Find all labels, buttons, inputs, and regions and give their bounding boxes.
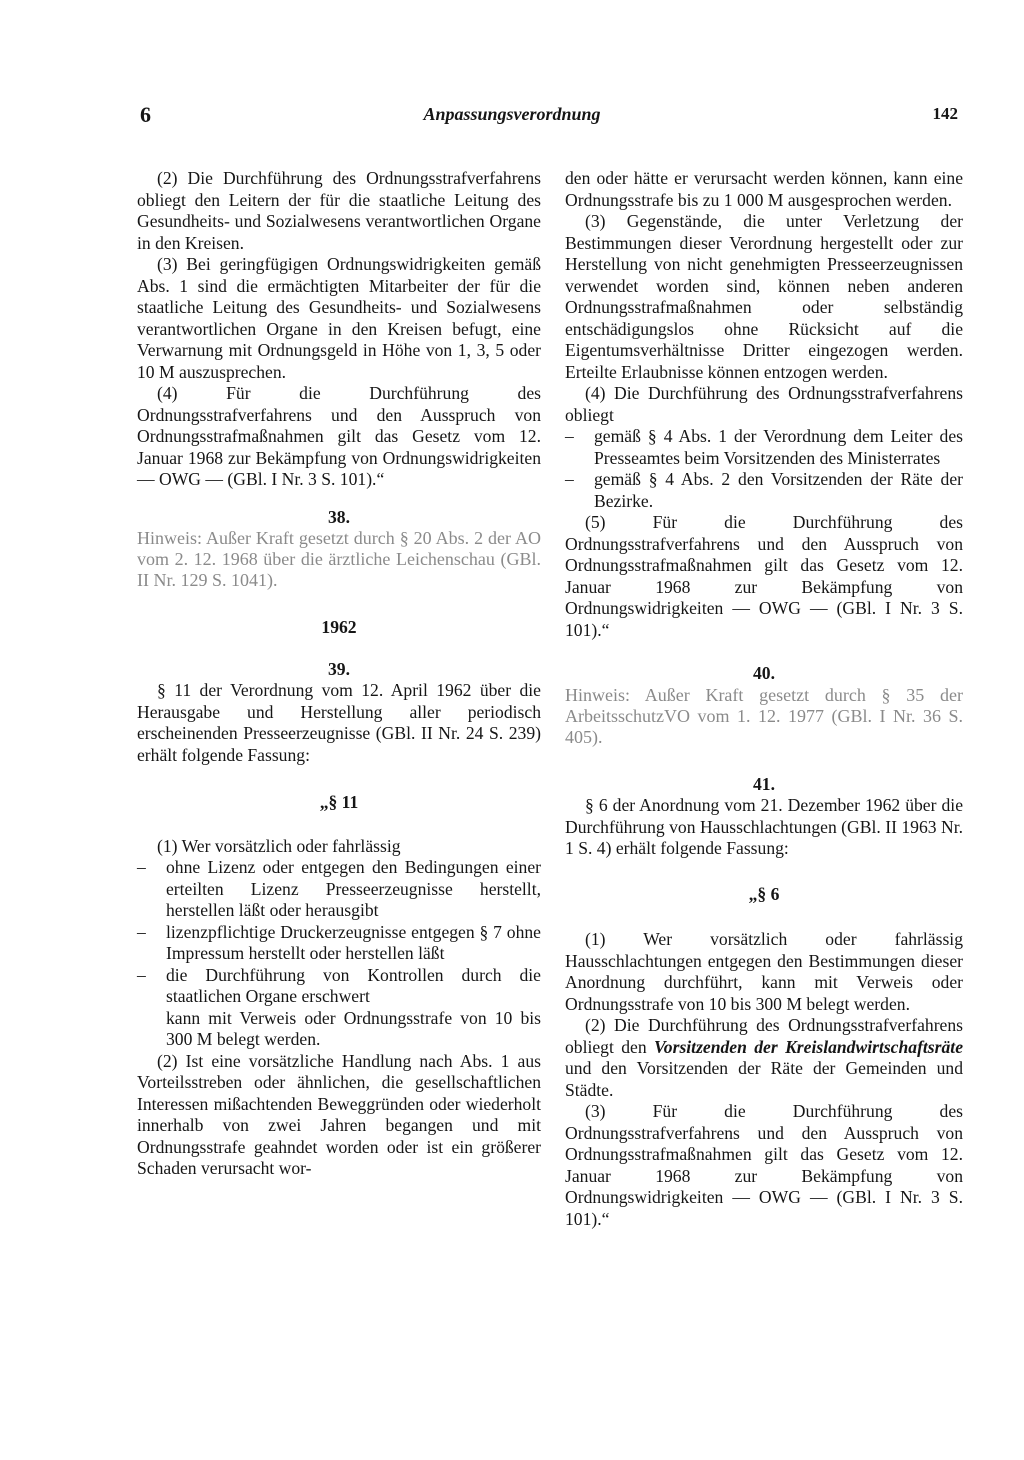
page-number: 142: [932, 104, 958, 123]
item-41-text: § 6 der Anordnung vom 21. Dezember 1962 über die Durchführung von Hausschlachtungen (GBl. II 1963 Nr. 1 S. 4) erhält folgende Fassung:: [565, 795, 963, 858]
item-38-number: 38.: [328, 506, 350, 527]
section-11-para-3: (3) Gegenstände, die unter Verletzung der Bestimmungen dieser Verordnung hergestellt oder zur Herstellung von nicht genehmigten Presseerzeugnissen verwendet worden sind, können neben anderen Ordnungsstrafmaßnahmen oder selbständig entschädigungslos ohne Rücksicht auf die Eigentumsverhältnisse Dritter eingezogen werden. Erteilte Erlaubnisse können entzogen werden.: [565, 211, 963, 382]
dash-mark: –: [137, 964, 146, 985]
paragraph-4: (4) Für die Durchführung des Ordnungsstrafverfahrens und den Ausspruch von Ordnungsstrafmaßnahmen gilt das Gesetz vom 12. Januar 1968 zur Bekämpfung von Ordnungswidrigkeiten — OWG — (GBl. I Nr. 3 S. 101).“: [137, 383, 541, 489]
continued-text: den oder hätte er verursacht werden können, kann eine Ordnungsstrafe bis zu 1 000 M ausgesprochen werden.: [565, 168, 963, 210]
paragraph-3: (3) Bei geringfügigen Ordnungswidrigkeiten gemäß Abs. 1 sind die ermächtigten Mitarbeiter der für die staatliche Leitung des Gesundheits- und Sozialwesens verantwortlichen Organe in den Kreisen befugt, eine Verwarnung mit Ordnungsgeld in Höhe von 1, 3, 5 oder 10 M auszusprechen.: [137, 254, 541, 382]
paragraph-2: (2) Die Durchführung des Ordnungsstrafverfahrens obliegt den Leitern der für die staatliche Leitung des Gesundheits- und Sozialwesens verantwortlichen Organe in den Kreisen.: [137, 168, 541, 253]
dash-item-text: gemäß § 4 Abs. 2 den Vorsitzenden der Räte der Bezirke.: [594, 469, 963, 511]
dash-item-text: lizenzpflichtige Druckerzeugnisse entgegen § 7 ohne Impressum herstellt oder herstellen läßt: [166, 921, 541, 963]
section-6-para-2-emphasis: Vorsitzenden der Kreislandwirtschaftsräte: [654, 1036, 963, 1057]
section-6-para-2-end: und den Vorsitzenden der Räte der Gemeinden und Städte.: [565, 1058, 963, 1100]
dash-item: [137, 857, 541, 922]
section-number: 6: [140, 102, 151, 127]
section-6-heading: „§ 6: [748, 883, 780, 904]
section-11-para-1: (1) Wer vorsätzlich oder fahrlässig: [157, 835, 401, 856]
running-title: Anpassungsverordnung: [423, 104, 601, 124]
section-6-para-3: (3) Für die Durchführung des Ordnungsstrafverfahrens und den Ausspruch von Ordnungsstrafmaßnahmen gilt das Gesetz vom 12. Januar 1968 zur Bekämpfung von Ordnungswidrigkeiten — OWG — (GBl. I Nr. 3 S. 101).“: [565, 1101, 963, 1229]
dash-item: [137, 922, 541, 965]
dash-item: [565, 426, 963, 469]
dash-item-text: ohne Lizenz oder entgegen den Bedingungen einer erteilten Lizenz Presseerzeugnisse herstellt, herstellen läßt oder herausgibt: [166, 857, 541, 920]
section-11-para-4: (4) Die Durchführung des Ordnungsstrafverfahrens obliegt: [565, 383, 963, 425]
item-40-hinweis: Hinweis: Außer Kraft gesetzt durch § 35 der ArbeitsschutzVO vom 1. 12. 1977 (GBl. I Nr. 36 S. 405).: [565, 684, 963, 747]
section-6-para-1: (1) Wer vorsätzlich oder fahrlässig Hausschlachtungen entgegen den Bestimmungen dieser Anordnung durchführt, kann mit Verweis oder Ordnungsstrafe von 10 bis 300 M belegt werden.: [565, 929, 963, 1014]
section-11-heading: „§ 11: [319, 792, 359, 812]
section-11-para-1-end: kann mit Verweis oder Ordnungsstrafe von 10 bis 300 M belegt werden.: [166, 1007, 541, 1049]
dash-item: [137, 965, 541, 1008]
dash-mark: –: [565, 469, 574, 489]
dash-item-text: gemäß § 4 Abs. 1 der Verordnung dem Leiter des Presseamtes beim Vorsitzenden des Ministerrates: [594, 426, 963, 468]
dash-mark: –: [137, 921, 146, 942]
section-11-para-2: (2) Ist eine vorsätzliche Handlung nach Abs. 1 aus Vorteilsstreben oder ähnlichen, die gesellschaftlichen Interessen mißachtenden Beweggründen oder wiederholt innerhalb von zwei Jahren begangen und mit Ordnungsstrafe geahndet worden oder ist ein größerer Schaden verursacht wor-: [137, 1050, 541, 1178]
dash-mark: –: [565, 426, 574, 446]
dash-mark: –: [137, 857, 146, 877]
year-heading: 1962: [321, 617, 357, 637]
section-6-para-2-start: (2) Die Durchführung des Ordnungsstrafverfahrens obliegt den: [565, 1015, 963, 1057]
dash-item: [565, 469, 963, 512]
item-39-text: § 11 der Verordnung vom 12. April 1962 über die Herausgabe und Herstellung aller periodisch erscheinenden Presseerzeugnisse (GBl. II Nr. 24 S. 239) erhält folgende Fassung:: [137, 680, 541, 765]
section-6-para-2: [565, 1015, 963, 1101]
section-11-para-5: (5) Für die Durchführung des Ordnungsstrafverfahrens und den Ausspruch von Ordnungsstrafmaßnahmen gilt das Gesetz vom 12. Januar 1968 zur Bekämpfung von Ordnungswidrigkeiten — OWG — (GBl. I Nr. 3 S. 101).“: [565, 512, 963, 640]
dash-item-text: die Durchführung von Kontrollen durch die staatlichen Organe erschwert: [166, 964, 541, 1006]
item-40-number: 40.: [753, 663, 775, 683]
right-column: [565, 168, 963, 1230]
item-39-number: 39.: [328, 658, 350, 679]
left-column: [137, 168, 541, 1180]
item-41-number: 41.: [753, 773, 775, 794]
item-38-hinweis: Hinweis: Außer Kraft gesetzt durch § 20 Abs. 2 der AO vom 2. 12. 1968 über die ärztliche Leichenschau (GBl. II Nr. 129 S. 1041).: [137, 528, 541, 590]
